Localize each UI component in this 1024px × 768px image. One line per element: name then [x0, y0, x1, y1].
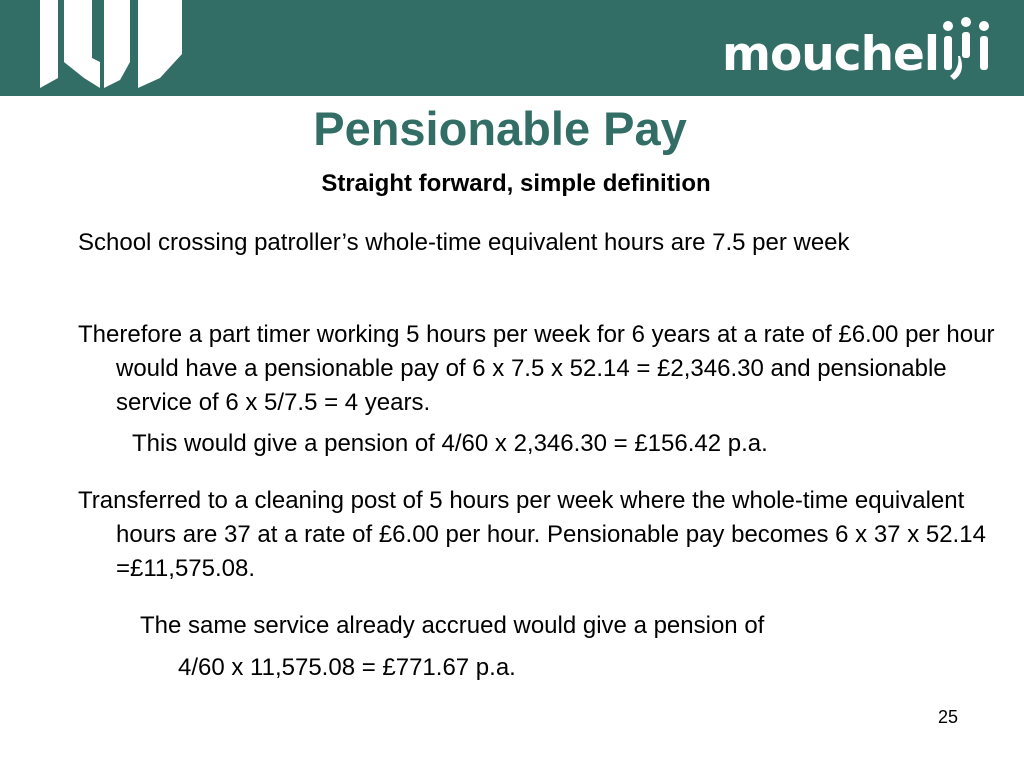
paragraph-part-timer-calculation: Therefore a part timer working 5 hours per week for 6 years at a rate of £6.00 per hour would have a pensionable pay of 6 x 7.5 x 52.14 = £2,346.30 and pensionable service of 6 x 5/7.5 = 4 years.	[78, 321, 995, 416]
logo-wordmark: mouchel	[722, 27, 940, 82]
book-spine-mark-icon	[40, 0, 182, 88]
paragraph-patroller-hours: School crossing patroller’s whole-time equivalent hours are 7.5 per week	[78, 229, 850, 256]
paragraph-pension-result: This would give a pension of 4/60 x 2,346.30 = £156.42 p.a.	[132, 430, 768, 457]
people-figures-icon	[940, 16, 992, 82]
header-bar	[0, 0, 1024, 96]
paragraph-accrued-service: The same service already accrued would give a pension of	[140, 612, 765, 639]
slide-subtitle: Straight forward, simple definition	[321, 170, 711, 197]
slide-title: Pensionable Pay	[313, 102, 687, 155]
page-number: 25	[938, 707, 959, 727]
paragraph-cleaning-post: Transferred to a cleaning post of 5 hours per week where the whole-time equivalent hours are 37 at a rate of £6.00 per hour. Pensionable pay becomes 6 x 37 x 52.14 =£11,575.08.	[78, 487, 986, 582]
mouchel-logo	[722, 16, 992, 84]
paragraph-accrued-pension-result: 4/60 x 11,575.08 = £771.67 p.a.	[178, 654, 516, 681]
